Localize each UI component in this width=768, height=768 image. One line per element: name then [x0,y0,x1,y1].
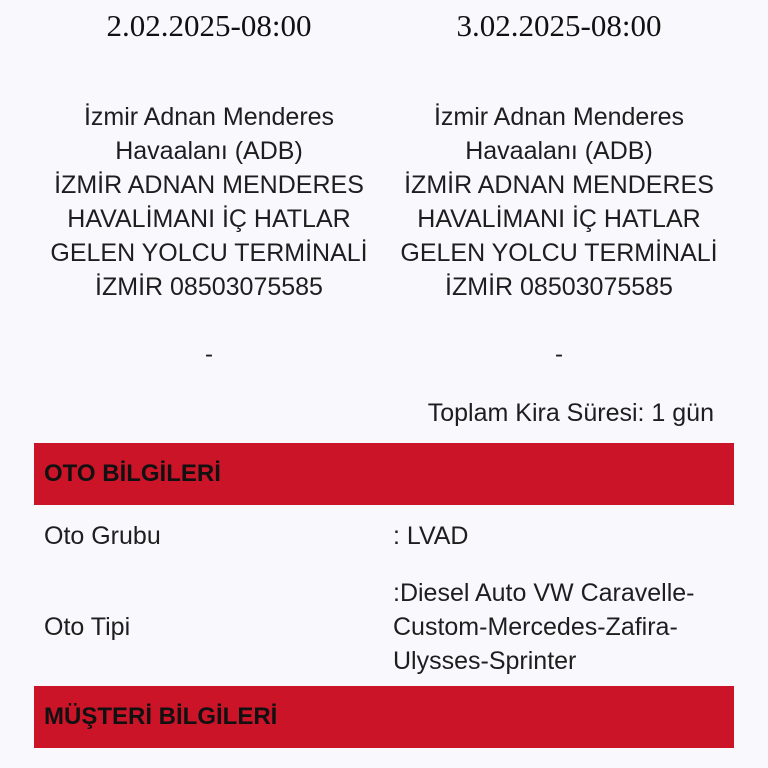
return-extra: - [555,341,563,368]
return-datetime: 3.02.2025-08:00 [456,8,662,43]
car-group-label: Oto Grubu [44,522,161,550]
pickup-datetime: 2.02.2025-08:00 [106,8,312,43]
return-location: İzmir Adnan Menderes Havaalanı (ADB) İZMİR ADNAN MENDERES HAVALİMANI İÇ HATLAR GELEN YOLCU TERMİNALİ İZMİR 08503075585 [400,103,718,301]
customer-info-header: MÜŞTERİ BİLGİLERİ [34,686,734,748]
total-rental-duration: Toplam Kira Süresi: 1 gün [427,399,714,427]
car-type-value: :Diesel Auto VW Caravelle- Custom-Mercedes-Zafira- Ulysses-Sprinter [393,579,695,675]
car-type-label: Oto Tipi [44,613,131,641]
pickup-extra: - [205,341,213,368]
pickup-location: İzmir Adnan Menderes Havaalanı (ADB) İZMİR ADNAN MENDERES HAVALİMANI İÇ HATLAR GELEN YOLCU TERMİNALİ İZMİR 08503075585 [50,103,368,301]
car-info-header: OTO BİLGİLERİ [34,443,734,505]
car-group-value: : LVAD [393,522,469,550]
